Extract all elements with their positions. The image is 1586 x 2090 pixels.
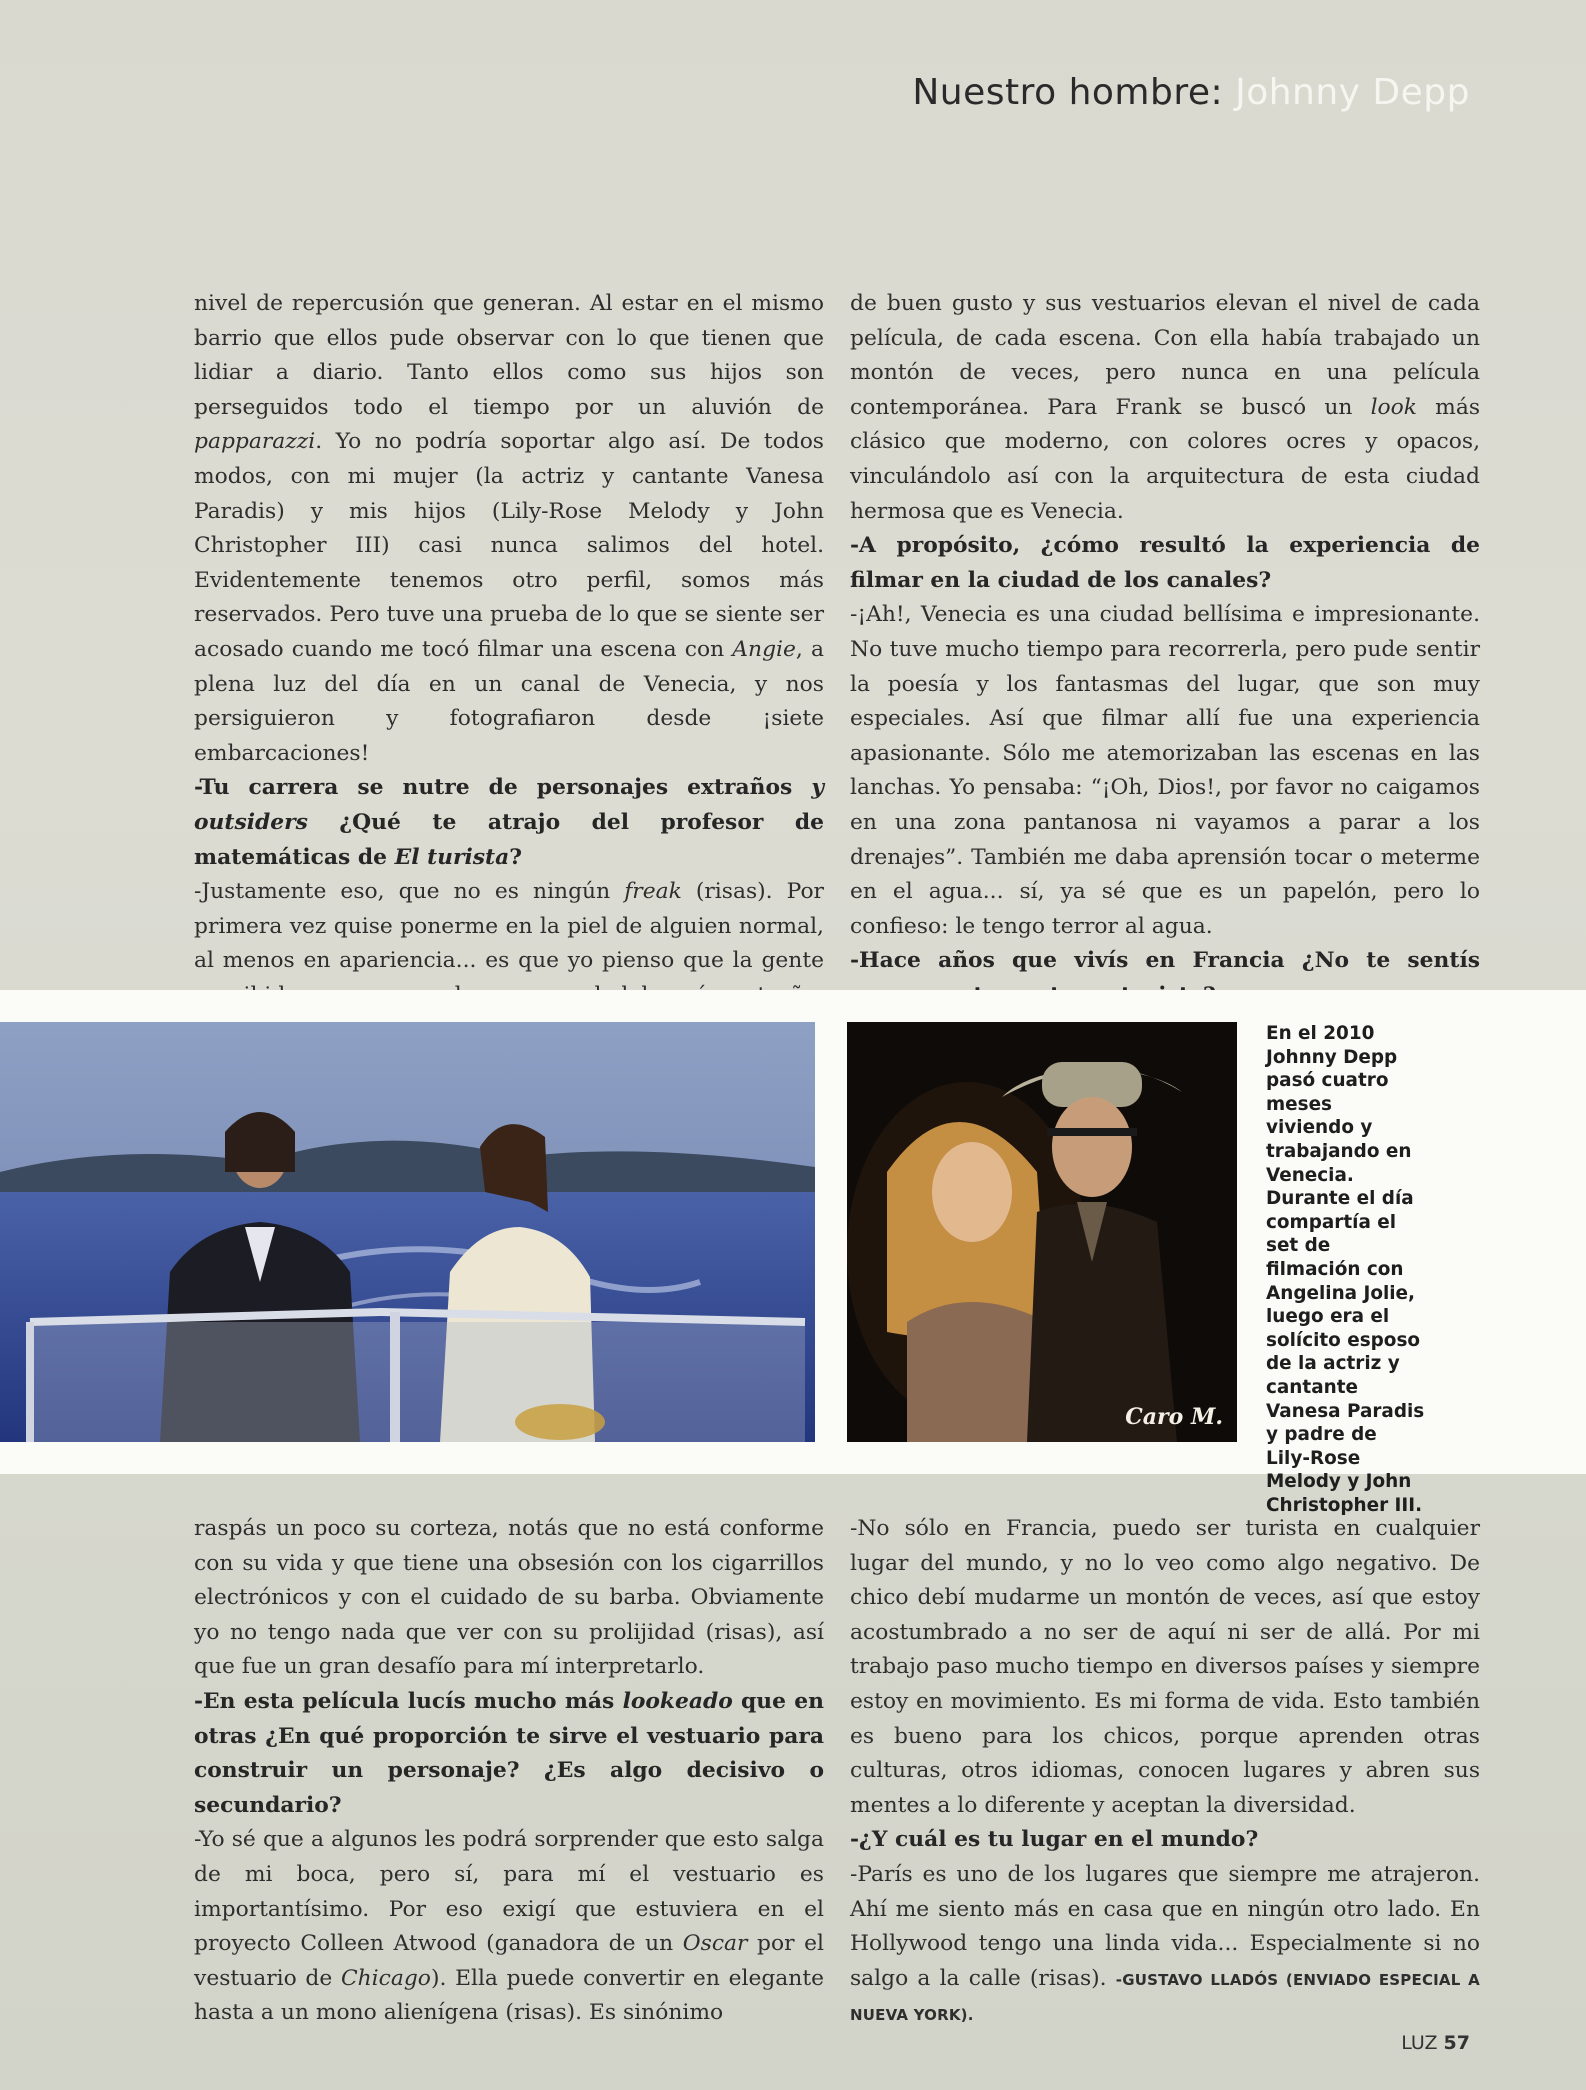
photo-boat-scene (0, 1022, 815, 1442)
answer: -No sólo en Francia, puedo ser turista en cualquier lugar del mundo, y no lo veo como algo negativo. De chico debí mudarme un montón de veces, así que estoy acostumbrado a no ser de aquí ni ser de allá. Por mi trabajo paso mucho tiempo en diversos países y siempre estoy en movimiento. Es mi forma de vida. Esto también es bueno para los chicos, porque aprenden otras culturas, otros idiomas, conocen lugares y abren sus mentes a lo diferente y aceptan la diversidad. (850, 1516, 1480, 1818)
question: -¿Y cuál es tu lugar en el mundo? (850, 1827, 1259, 1853)
page-footer (1401, 2032, 1470, 2054)
paragraph: raspás un poco su corteza, notás que no está conforme con su vida y que tiene una obsesión con los cigarrillos electrónicos y con el cuidado de su barba. Obviamente yo no tengo nada que ver con su prolijidad (risas), así que fue un gran desafío para mí interpretarlo. (194, 1516, 824, 1680)
header-name: Johnny Depp (1235, 72, 1470, 113)
question: -En esta película lucís mucho más lookeado que en otras ¿En qué proporción te sirve el vestuario para construir un personaje? ¿Es algo decisivo o secundario? (194, 1688, 824, 1818)
question: -A propósito, ¿cómo resultó la experiencia de filmar en la ciudad de los canales? (850, 533, 1480, 593)
header-label: Nuestro hombre: (912, 72, 1224, 113)
question: -Hace años que vivís en Francia ¿No te sentís (850, 948, 1480, 974)
answer: -¡Ah!, Venecia es una ciudad bellísima e impresionante. No tuve mucho tiempo para recorrerla, pero pude sentir la poesía y los fantasmas del lugar, que son muy especiales. Así que filmar allí fue una experiencia apasionante. Sólo me atemorizaban las escenas en las lanchas. Yo pensaba: “¡Oh, Dios!, por favor no caigamos en una zona pantanosa ni vayamos a parar a los drenajes”. También me daba aprensión tocar o meterme en el agua... sí, ya sé que es un papelón, pero lo confieso: le tengo terror al agua. (850, 602, 1480, 939)
magazine-name: LUZ (1401, 2032, 1438, 2054)
answer: -Yo sé que a algunos les podrá sorprender que esto salga de mi boca, pero sí, para mí el vestuario es importantísimo. Por eso exigí que estuviera en el proyecto Colleen Atwood (ganadora de un Oscar por el vestuario de Chicago). Ella puede convertir en elegante hasta a un mono alienígena (risas). Es sinónimo (194, 1827, 824, 2026)
author-signature: -GUSTAVO LLADÓS (ENVIADO ESPECIAL A NUEVA YORK). (850, 1970, 1480, 2025)
column-bottom-left (194, 1512, 824, 2031)
section-header (912, 72, 1470, 113)
column-bottom-right (850, 1512, 1480, 2033)
column-top-right (850, 287, 1480, 1013)
photo-credit: Caro M. (1125, 1404, 1223, 1430)
answer: -Justamente eso, que no es ningún freak (risas). Por primera vez quise ponerme en la piel de alguien normal, al menos en apariencia... es que yo pienso que la gente (194, 879, 824, 974)
paragraph: nivel de repercusión que generan. Al estar en el mismo barrio que ellos pude observar con lo que tienen que lidiar a diario. Tanto ellos como sus hijos son perseguidos todo el tiempo por un aluvión de papparazzi. Yo no podría soportar algo así. De todos modos, con mi mujer (la actriz y cantante Vanesa Paradis) y mis hijos (Lily-Rose Melody y John Christopher III) casi nunca salimos del hotel. Evidentemente tenemos otro perfil, somos más reservados. Pero tuve una prueba de lo que se siente ser acosado cuando me tocó filmar una escena con Angie, a plena luz del día en un canal de Venecia, y nos persiguieron y fotografiaron desde ¡siete embarcaciones! (194, 291, 824, 766)
paragraph: de buen gusto y sus vestuarios elevan el nivel de cada película, de cada escena. Con ella había trabajado un montón de veces, pero nunca en una película contemporánea. Para Frank se buscó un look más clásico que moderno, con colores ocres y opacos, vinculándolo así con la arquitectura de esta ciudad hermosa que es Venecia. (850, 291, 1481, 524)
page-number: 57 (1443, 2032, 1470, 2054)
answer: -París es uno de los lugares que siempre me atrajeron. Ahí me siento más en casa que en ningún otro lado. En Hollywood tengo una linda vida... Especialmente si no salgo a la calle (risas). -GUSTAVO LLADÓS (ENVIADO ESPECIAL A NUEVA YORK). (850, 1861, 1480, 2025)
photo-caption: En el 2010 Johnny Depp pasó cuatro meses viviendo y trabajando en Venecia. Durante el día compartía el set de filmación con Angelina Jolie, luego era el solícito esposo de la actriz y cantante Vanesa Paradis y padre de Lily-Rose Melody y John Christopher III. (1266, 1023, 1425, 1516)
photo-depp-paradis (847, 1022, 1237, 1442)
question: -Tu carrera se nutre de personajes extraños y outsiders ¿Qué te atrajo del profesor de matemáticas de El turista? (194, 775, 824, 870)
